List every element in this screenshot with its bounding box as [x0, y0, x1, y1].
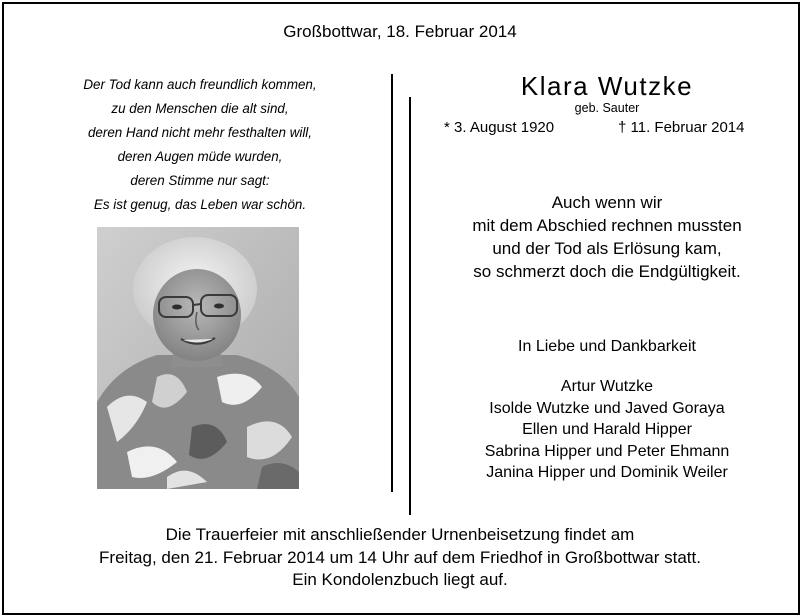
- poem: [40, 73, 360, 217]
- verse-line: Auch wenn wir: [551, 193, 663, 212]
- funeral-line: Die Trauerfeier mit anschließender Urnenbeisetzung findet am: [165, 525, 635, 544]
- poem-line: Der Tod kann auch freundlich kommen,: [83, 77, 317, 92]
- mourner-name: Ellen und Harald Hipper: [522, 421, 692, 438]
- birth-date: * 3. August 1920: [444, 119, 555, 136]
- verse-line: mit dem Abschied rechnen mussten: [472, 216, 742, 235]
- mourner-name: Janina Hipper und Dominik Weiler: [486, 464, 728, 481]
- portrait-photo: [97, 227, 299, 489]
- funeral-line: Ein Kondolenzbuch liegt auf.: [292, 570, 508, 589]
- mourner-name: Sabrina Hipper und Peter Ehmann: [484, 442, 730, 460]
- closing-phrase: In Liebe und Dankbarkeit: [518, 338, 696, 355]
- verse-line: und der Tod als Erlösung kam,: [492, 239, 722, 258]
- poem-line: deren Augen müde wurden,: [117, 149, 283, 164]
- poem-line: deren Hand nicht mehr festhalten will,: [87, 125, 313, 140]
- poem-line: Es ist genug, das Leben war schön.: [93, 197, 307, 212]
- birth-name: geb. Sauter: [574, 101, 640, 115]
- deceased-name: Klara Wutzke: [520, 71, 694, 101]
- divider-line-right: [409, 97, 411, 515]
- divider-line-left: [391, 74, 393, 492]
- poem-line: zu den Menschen die alt sind,: [111, 101, 289, 116]
- verse-line: so schmerzt doch die Endgültigkeit.: [473, 262, 741, 281]
- verse: [412, 191, 800, 283]
- funeral-line: Freitag, den 21. Februar 2014 um 14 Uhr auf dem Friedhof in Großbottwar statt.: [99, 547, 701, 567]
- mourners-list: [412, 376, 800, 484]
- death-date: † 11. Februar 2014: [618, 119, 745, 136]
- poem-line: deren Stimme nur sagt:: [130, 173, 270, 188]
- place-date: Großbottwar, 18. Februar 2014: [283, 22, 517, 41]
- mourner-name: Isolde Wutzke und Javed Goraya: [489, 399, 725, 417]
- funeral-notice: [0, 524, 800, 592]
- mourner-name: Artur Wutzke: [560, 378, 654, 395]
